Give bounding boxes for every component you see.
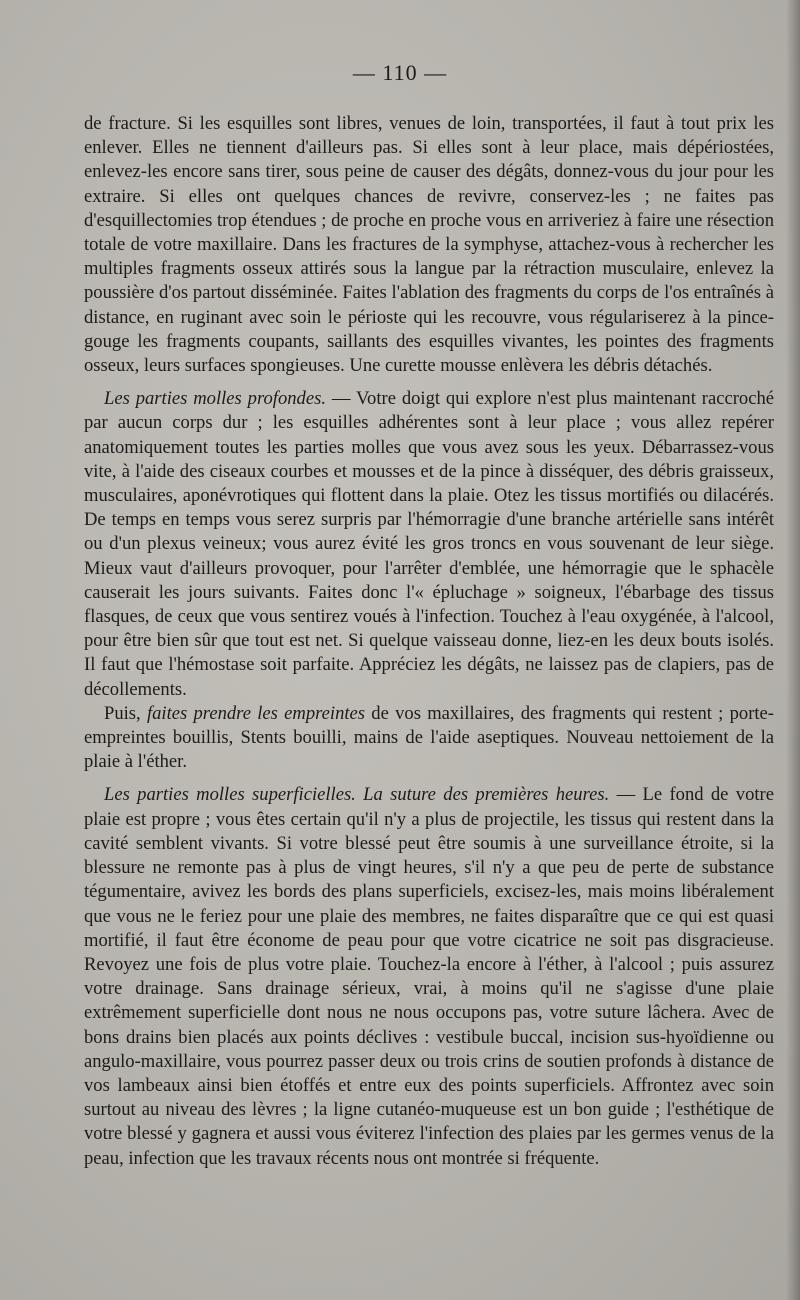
emphasis-text: faites prendre les empreintes bbox=[146, 702, 366, 724]
page-edge-shadow bbox=[786, 0, 800, 1300]
paragraph-text: de vos maxillaires, des fragments qui restent ; porte-empreintes bouillis, Stents bouilli, mains de l'aide aseptiques. Nouveau nettoiement de la plaie à l'éther. bbox=[84, 702, 775, 773]
paragraph-parties-molles-superficielles bbox=[84, 783, 774, 1170]
paragraph-text: — Votre doigt qui explore n'est plus maintenant raccroché par aucun corps dur ; les esquilles adhérentes sont à leur place ; vous allez repérer anatomiquement toutes les parties molles que vous avez sous les yeux. Débarrassez-vous vite, à l'aide des ciseaux courbes et mousses et de la pince à disséquer, des débris graisseux, musculaires, aponévrotiques qui flottent dans la plaie. Otez les tissus mortifiés ou dilacérés. De temps en temps vous serez surpris par l'hémorragie d'une branche artérielle sans intérêt ou d'un plexus veineux; vous aurez évité les gros troncs en vous souvenant de leur siège. Mieux vaut d'ailleurs provoquer, pour l'arrêter d'emblée, une hémorragie que le sphacèle causerait les jours suivants. Faites donc l'« épluchage » soigneux, l'ébarbage des tissus flasques, de ceux que vous sentirez voués à l'infection. Touchez à l'eau oxygénée, à l'alcool, pour être bien sûr que tout est net. Si quelque vaisseau donne, liez-en les deux bouts isolés. Il faut que l'hémostase soit parfaite. Appréciez les dégâts, ne laissez pas de clapiers, pas de décollements. bbox=[84, 388, 774, 700]
paragraph-lead: Puis, bbox=[104, 702, 147, 724]
paragraph-text: de fracture. Si les esquilles sont libres, venues de loin, transportées, il faut à tout prix les enlever. Elles ne tiennent d'ailleurs pas. Si elles sont à leur place, mais dépériostées, enlevez-les encore sans tirer, sous peine de causer des dégâts, donnez-vous du jour pour les extraire. Si elles ont quelques chances de revivre, conservez-les ; ne faites pas d'esquillectomies trop étendues ; de proche en proche vous en arriveriez à faire une résection totale de votre maxillaire. Dans les fractures de la symphyse, attachez-vous à rechercher les multiples fragments osseux attirés sous la langue par la rétraction musculaire, enlevez la poussière d'os partout disséminée. Faites l'ablation des fragments du corps de l'os entraînés à distance, en ruginant avec soin le périoste qui les recouvre, vous régulariserez à la pince-gouge les fragments coupants, saillants des esquilles vivantes, les pointes des fragments osseux, leurs surfaces spongieuses. Une curette mousse enlèvera les débris détachés. bbox=[84, 113, 774, 377]
section-heading: Les parties molles superficielles. La suture des premières heures. bbox=[104, 784, 610, 806]
paragraph-fractures bbox=[84, 112, 774, 378]
section-heading: Les parties molles profondes. bbox=[104, 388, 326, 410]
paragraph-empreintes bbox=[84, 702, 774, 775]
paragraph-text: — Le fond de votre plaie est propre ; vous êtes certain qu'il n'y a plus de projectile, les tissus qui restent dans la cavité semblent vivants. Si votre blessé peut être soumis à une surveillance étroite, si la blessure ne remonte pas à plus de vingt heures, s'il n'y a que peu de perte de substance tégumentaire, avivez les bords des plans superficiels, excisez-les, mais moins libéralement que vous ne le feriez pour une plaie des membres, ne faites disparaître que ce qui est quasi mortifié, il faut être économe de peau pour que votre cicatrice ne soit pas disgracieuse. Revoyez une fois de plus votre plaie. Touchez-la encore à l'éther, à l'alcool ; puis assurez votre drainage. Sans drainage sérieux, vrai, à moins qu'il ne s'agisse d'une plaie extrêmement superficielle dont nous ne nous occupons pas, votre suture lâchera. Avec de bons drains bien placés aux points déclives : vestibule buccal, incision sus-hyoïdienne ou angulo-maxillaire, vous pourrez passer deux ou trois crins de soutien profonds à distance de vos lambeaux ainsi bien étoffés et entre eux des points superficiels. Affrontez avec soin surtout au niveau des lèvres ; la ligne cutanéo-muqueuse est un bon guide ; l'esthétique de votre blessé y gagnera et aussi vous éviterez l'infection des plaies par les germes venus de la peau, infection que les travaux récents nous ont montrée si fréquente. bbox=[84, 784, 774, 1169]
page-number: — 110 — bbox=[352, 60, 448, 85]
paragraph-parties-molles-profondes bbox=[84, 387, 774, 702]
body-text bbox=[84, 112, 774, 1171]
